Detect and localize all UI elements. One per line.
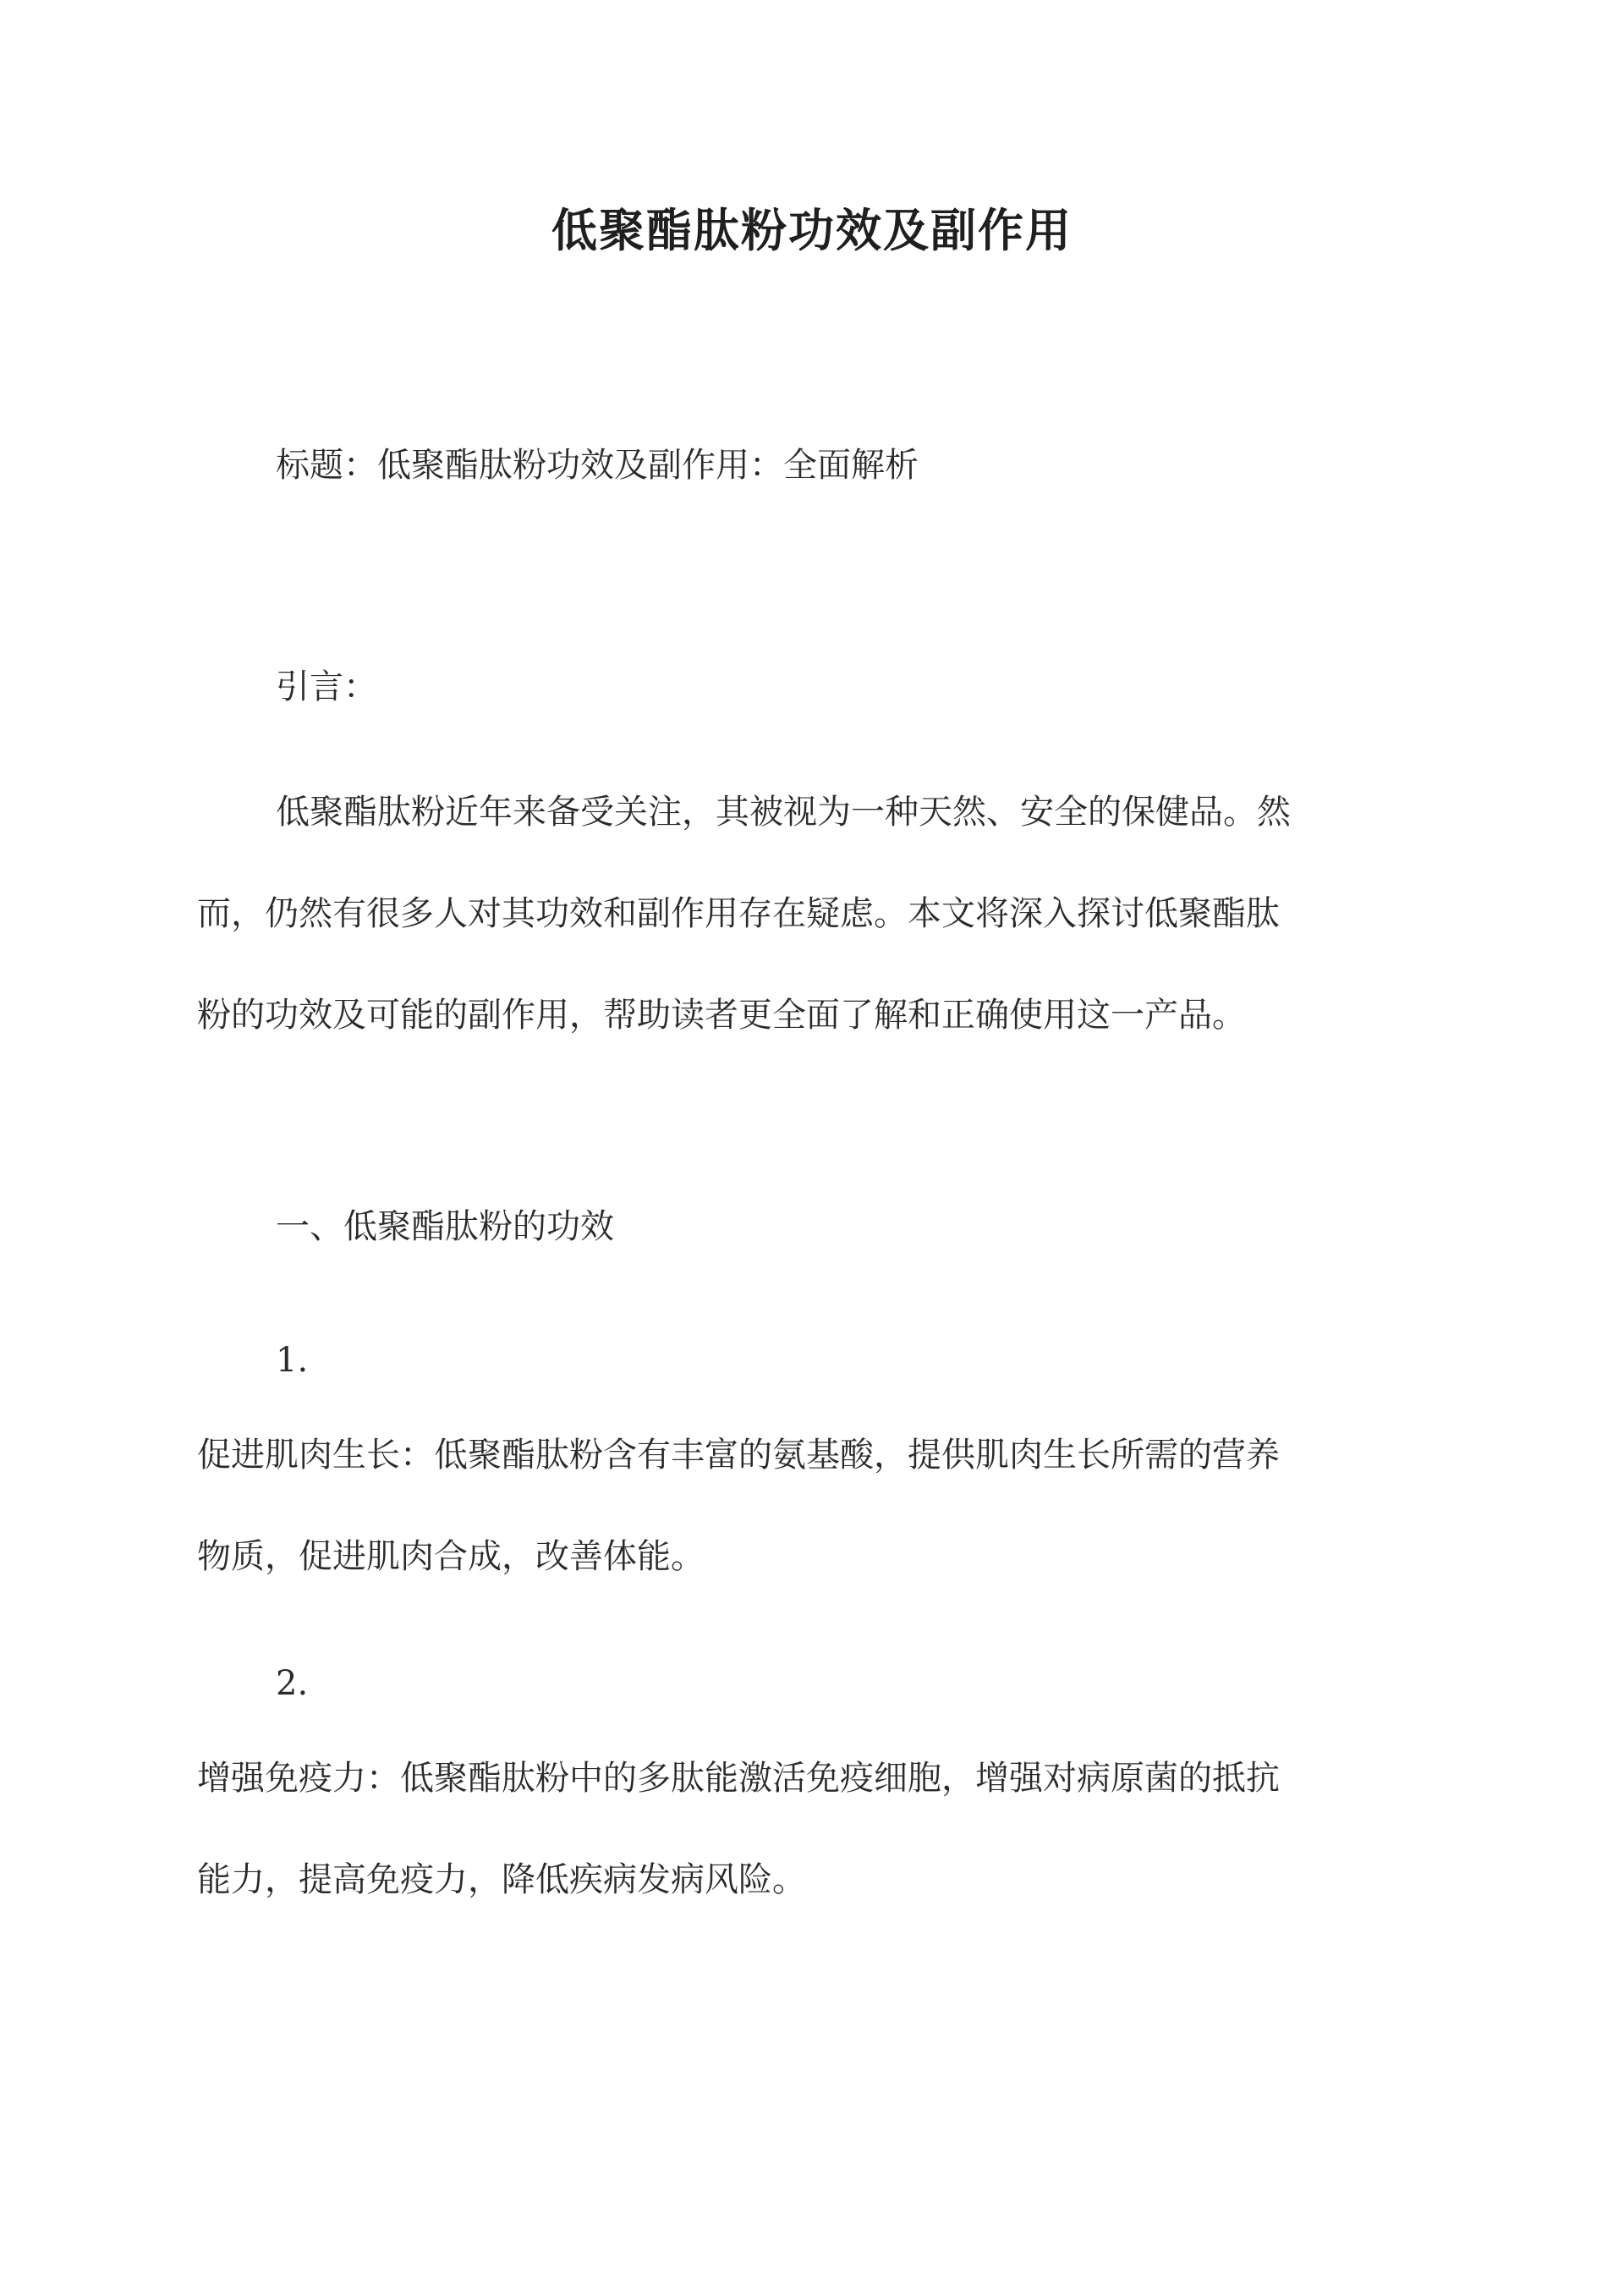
item-1-number: 1. [276, 1341, 309, 1380]
document-subtitle: 标题：低聚酯肽粉功效及副作用：全面解析 [276, 446, 919, 485]
item-2-number: 2. [276, 1664, 309, 1703]
item-1-line-1: 促进肌肉生长：低聚酯肽粉含有丰富的氨基酸，提供肌肉生长所需的营养 [197, 1436, 1280, 1475]
intro-line-3: 粉的功效及可能的副作用，帮助读者更全面了解和正确使用这一产品。 [197, 996, 1246, 1035]
intro-line-1: 低聚酯肽粉近年来备受关注，其被视为一种天然、安全的保健品。然 [276, 793, 1291, 832]
intro-line-2: 而，仍然有很多人对其功效和副作用存在疑虑。本文将深入探讨低聚酯肽 [197, 894, 1280, 933]
document-title: 低聚酯肽粉功效及副作用 [551, 203, 1073, 257]
item-2-line-1: 增强免疫力：低聚酯肽粉中的多肽能激活免疫细胞，增强对病原菌的抵抗 [197, 1759, 1280, 1798]
section-heading-benefits: 一、低聚酯肽粉的功效 [276, 1207, 614, 1246]
item-1-line-2: 物质，促进肌肉合成，改善体能。 [197, 1537, 705, 1576]
item-2-line-2: 能力，提高免疫力，降低疾病发病风险。 [197, 1860, 806, 1899]
intro-heading: 引言： [276, 667, 377, 706]
